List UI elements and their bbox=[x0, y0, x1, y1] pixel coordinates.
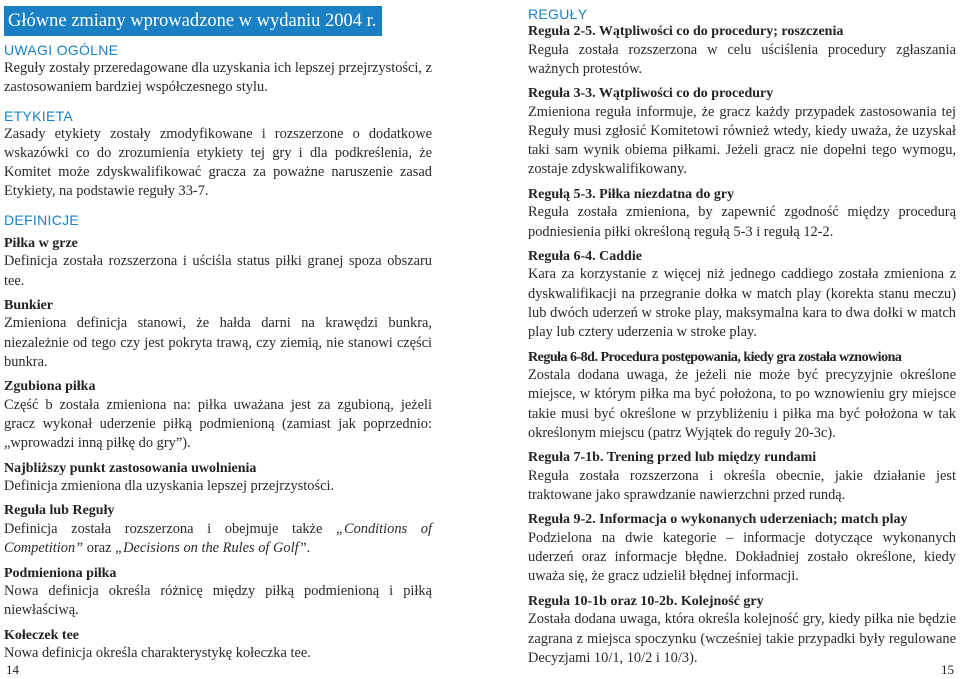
entry-text-italic: „Conditions of Competition” bbox=[4, 520, 432, 557]
entry-text: Reguła została rozszerzona w celu uściślenia procedury zgłaszania ważnych protestów. bbox=[528, 41, 956, 77]
definition-entry bbox=[4, 627, 432, 664]
entry-heading: Najbliższy punkt zastosowania uwolnienia bbox=[4, 460, 257, 476]
entry-heading: Reguła lub Reguły bbox=[4, 503, 115, 519]
rule-entry bbox=[528, 449, 956, 505]
entry-text: Podzielona na dwie kategorie – informacje dotyczące wykonanych uderzeń oraz informacje błędne. Dokładniej zostało określone, kiedy uważa się, że gracz udzielił błędnej informacji. bbox=[528, 529, 956, 585]
entry-text: Zmieniona definicja stanowi, że hałda darni na krawędzi bunkra, niezależnie od tego czy jest pokryta trawą, czy ziemią, nie stanowi części bunkra. bbox=[4, 315, 432, 370]
page-number-right: 15 bbox=[941, 662, 954, 677]
entry-text-part: Definicja została rozszerzona i obejmuje także bbox=[4, 520, 336, 537]
entry-heading: Reguła 3-3. Wątpliwości co do procedury bbox=[528, 86, 774, 102]
section-heading-general-remarks: UWAGI OGÓLNE bbox=[4, 42, 119, 58]
entry-heading: Kołeczek tee bbox=[4, 627, 80, 643]
definition-entry bbox=[4, 378, 432, 453]
entry-heading: Reguła 10-1b oraz 10-2b. Kolejność gry bbox=[528, 593, 764, 609]
entry-text bbox=[4, 520, 432, 559]
entry-text: Zostala dodana uwaga, że jeżeli nie może być precyzyjnie określone miejsce, w którym piłka ma być położona, to po wznowieniu gry miejsce takie musi być określone w przybliżeniu i piłka ma być położona w tak określonym miejscu (patrz Wyjątek do reguły 20-3c). bbox=[528, 367, 956, 441]
entry-text-italic: „Decisions on the Rules of Golf” bbox=[115, 540, 307, 557]
etiquette-text: Zasady etykiety zostały zmodyfikowane i rozszerzone o dodatkowe wskazówki co do zrozumienia etykiety tej gry i dla podkreślenia, że Komitet może zdyskwalifikować gracza za poważne naruszenie zasad Etykiety, na podstawie reguły 33-7. bbox=[4, 125, 432, 200]
entry-text: Kara za korzystanie z więcej niż jednego caddiego została zmieniona z dyskwalifikacji na przegranie dołka w match play (korekta stanu meczu) lub dwóch uderzeń w stroke play, maksymalna kara to dwa dołki w match play lub cztery uderzenia w stroke play. bbox=[528, 266, 956, 341]
entry-text: Nowa definicja określa różnicę między piłką podmienioną i piłką niewłaściwą. bbox=[4, 583, 432, 619]
entry-heading: Piłka w grze bbox=[4, 235, 78, 251]
rule-entry bbox=[528, 186, 956, 242]
rule-entry bbox=[528, 23, 956, 79]
entry-text: Reguła została rozszerzona i określa obecnie, jakie działanie jest traktowane jako sprawdzanie nawierzchni przed rundą. bbox=[528, 467, 956, 504]
rule-entry bbox=[528, 593, 956, 668]
definition-entry bbox=[4, 460, 432, 497]
entry-text: Definicja została rozszerzona i uściśla status piłki granej spoza obszaru tee. bbox=[4, 253, 432, 289]
entry-heading: Reguła 9-2. Informacja o wykonanych uderzeniach; match play bbox=[528, 512, 908, 528]
entry-heading: Podmieniona piłka bbox=[4, 565, 117, 581]
right-column bbox=[528, 6, 956, 668]
entry-heading: Zgubiona piłka bbox=[4, 379, 96, 395]
section-heading-rules: REGUŁY bbox=[528, 6, 588, 22]
entry-heading: Reguła 2-5. Wątpliwości co do procedury; roszczenia bbox=[528, 24, 844, 39]
entry-text: Część b została zmieniona na: piłka uważana jest za zgubioną, jeżeli gracz wykonał uderzenie piłką podmienioną (zamiast jak poprzednio: „wprowadzi inną piłkę do gry”). bbox=[4, 396, 432, 452]
entry-text-part: . bbox=[306, 540, 311, 557]
entry-text: Zmieniona reguła informuje, że gracz każdy przypadek zastosowania tej Reguły musi zgłosić Komitetowi również wtedy, kiedy uważa, że uzyskał taki sam wynik obiema piłkami. Jeżeli gracz nie dopełni tego wymogu, zostaje zdyskwalifikowany. bbox=[528, 103, 956, 178]
left-column bbox=[4, 6, 432, 663]
rule-entry bbox=[528, 85, 956, 180]
section-heading-etiquette: ETYKIETA bbox=[4, 107, 74, 124]
entry-heading: Reguła 6-8d. Procedura postępowania, kiedy gra została wznowiona bbox=[528, 349, 902, 365]
rule-entry bbox=[528, 511, 956, 586]
entry-text: Została dodana uwaga, która określa kolejność gry, kiedy piłka nie będzie zagrana z miejsca spoczynku (wcześniej takie przypadki były regulowane Decyzjami 10/1, 10/2 i 10/3). bbox=[528, 611, 956, 666]
page-number-left: 14 bbox=[6, 662, 19, 677]
entry-heading: Reguła 6-4. Caddie bbox=[528, 248, 642, 264]
rule-entry bbox=[528, 349, 956, 444]
rule-entry bbox=[528, 248, 956, 343]
entry-heading: Regułą 5-3. Piłka niezdatna do gry bbox=[528, 186, 735, 202]
entry-text: Reguła została zmieniona, by zapewnić zgodność między procedurą podniesienia piłki określoną regułą 5-3 i regułą 12-2. bbox=[528, 204, 956, 240]
general-remarks-text: Reguły zostały przeredagowane dla uzyskania ich lepszej przejrzystości, z zastosowaniem bardziej współczesnego stylu. bbox=[4, 60, 432, 96]
page-title: Główne zmiany wprowadzone w wydaniu 2004 r. bbox=[4, 6, 382, 36]
entry-heading: Bunkier bbox=[4, 297, 54, 313]
definition-entry bbox=[4, 297, 432, 372]
section-heading-definitions: DEFINICJE bbox=[4, 211, 80, 228]
entry-heading: Reguła 7-1b. Trening przed lub między rundami bbox=[528, 450, 817, 466]
definition-entry bbox=[4, 235, 432, 291]
entry-text: Definicja zmieniona dla uzyskania lepszej przejrzystości. bbox=[4, 478, 335, 495]
definition-entry bbox=[4, 502, 432, 558]
entry-text-part: oraz bbox=[83, 540, 116, 557]
entry-text: Nowa definicja określa charakterystykę kołeczka tee. bbox=[4, 645, 311, 662]
definition-entry bbox=[4, 565, 432, 621]
